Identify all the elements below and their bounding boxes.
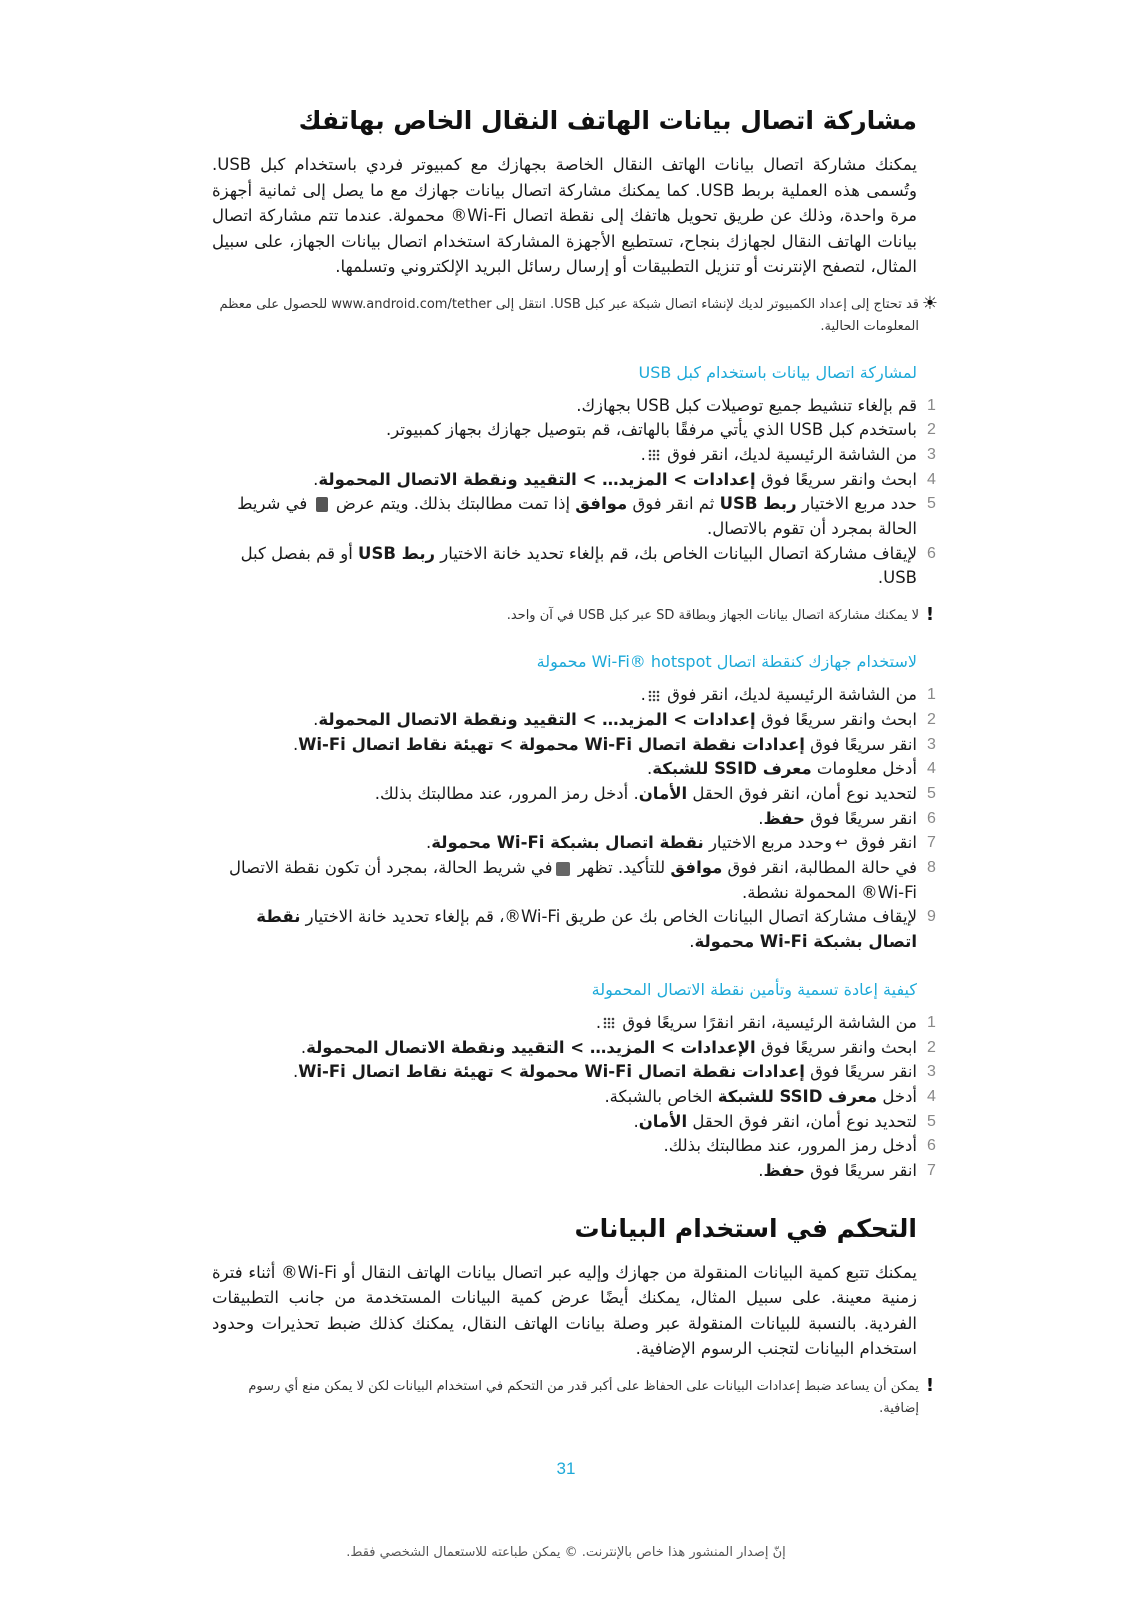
apps-grid-icon xyxy=(603,1017,615,1029)
hotspot-step: 4 أدخل معلومات معرف SSID للشبكة. xyxy=(647,759,936,779)
hotspot-step: 2 ابحث وانقر سريعًا فوق إعدادات > المزيد… > التقييد ونقطة الاتصال المحمولة. xyxy=(313,709,936,729)
hotspot-status-icon xyxy=(556,862,570,876)
apps-grid-icon xyxy=(648,449,660,461)
usb-step: 5 حدد مربع الاختيار ربط USB ثم انقر فوق موافق إذا تمت مطالبتك بذلك. ويتم عرض في شريط الحالة بمجرد أن تقوم بالاتصال. xyxy=(237,494,936,539)
rename-step: 1 من الشاشة الرئيسية، انقر انقرًا سريعًا فوق . xyxy=(595,1012,936,1032)
hotspot-subheading: لاستخدام جهازك كنقطة اتصال Wi-Fi® hotspot محمولة xyxy=(536,652,917,672)
usb-step: 4 ابحث وانقر سريعًا فوق إعدادات > المزيد… > التقييد ونقطة الاتصال المحمولة. xyxy=(313,469,936,489)
tip-note xyxy=(212,292,939,338)
usb-step: 2 باستخدم كبل USB الذي يأتي مرفقًا بالهاتف، قم بتوصيل جهازك بجهاز كمبيوتر. xyxy=(385,420,936,440)
page-number: 31 xyxy=(556,1459,576,1478)
apps-grid-icon xyxy=(648,690,660,702)
tethering-intro: يمكنك مشاركة اتصال بيانات الهاتف النقال الخاصة بجهازك مع كمبيوتر فردي باستخدام كبل USB. وتُسمى هذه العملية بربط USB. كما يمكنك مشاركة اتصال بيانات جهازك مع ما يصل إلى ثمانية أجهزة مرة واحدة، وذلك عن طريق تحويل هاتفك إلى نقطة اتصال Wi-Fi® محمولة. عندما تتم مشاركة اتصال بيانات الهاتف النقال لجهازك بنجاح، تستطيع الأجهزة المشاركة استخدام اتصال بيانات الجهاز، على سبيل المثال، لتصفح الإنترنت أو تنزيل التطبيقات أو إرسال رسائل البريد الإلكتروني وتسلمها. xyxy=(212,155,917,276)
hotspot-step: 8 في حالة المطالبة، انقر فوق موافق للتأكيد. تظهر في شريط الحالة، بمجرد أن تكون نقطة الاتصال Wi-Fi® المحمولة نشطة. xyxy=(229,858,936,902)
rename-subheading: كيفية إعادة تسمية وتأمين نقطة الاتصال المحمولة xyxy=(591,979,917,999)
page-footer: إنّ إصدار المنشور هذا خاص بالإنترنت. © يمكن طباعته للاستعمال الشخصي فقط. xyxy=(346,1545,786,1560)
exclamation-icon: ! xyxy=(925,604,935,626)
rename-step: 6 أدخل رمز المرور، عند مطالبتك بذلك. xyxy=(663,1136,936,1156)
usb-steps xyxy=(212,394,936,592)
rename-step: 2 ابحث وانقر سريعًا فوق الإعدادات > المزيد… > التقييد ونقطة الاتصال المحمولة. xyxy=(300,1037,936,1057)
usb-step: 1 قم بإلغاء تنشيط جميع توصيلات كبل USB بجهازك. xyxy=(576,395,936,415)
page-content xyxy=(212,104,939,1420)
data-usage-heading: التحكم في استخدام البيانات xyxy=(574,1213,917,1243)
usb-tether-icon xyxy=(316,497,328,512)
lightbulb-icon: ☀ xyxy=(921,292,939,314)
rename-step: 5 لتحديد نوع أمان، انقر فوق الحقل الأمان. xyxy=(633,1111,936,1131)
data-usage-warning: ! يمكن أن يساعد ضبط إعدادات البيانات على الحفاظ على أكبر قدر من التحكم في استخدام البيانات لكن لا يمكن منع أي رسوم إضافية. xyxy=(212,1376,917,1420)
hotspot-steps xyxy=(212,683,936,955)
rename-step: 3 انقر سريعًا فوق إعدادات نقطة اتصال Wi-Fi محمولة > تهيئة نقاط اتصال Wi-Fi. xyxy=(292,1062,936,1082)
hotspot-step: 3 انقر سريعًا فوق إعدادات نقطة اتصال Wi-Fi محمولة > تهيئة نقاط اتصال Wi-Fi. xyxy=(292,734,936,754)
rename-steps xyxy=(212,1011,936,1184)
usb-step: 6 لإيقاف مشاركة اتصال البيانات الخاص بك، قم بإلغاء تحديد خانة الاختيار ربط USB أو قم بفصل كبل USB. xyxy=(240,543,936,588)
hotspot-step: 6 انقر سريعًا فوق حفظ. xyxy=(758,808,936,828)
exclamation-icon: ! xyxy=(925,1374,935,1396)
hotspot-step: 5 لتحديد نوع أمان، انقر فوق الحقل الأمان. أدخل رمز المرور، عند مطالبتك بذلك. xyxy=(374,783,936,803)
usb-subheading: لمشاركة اتصال بيانات باستخدام كبل USB xyxy=(638,362,917,382)
back-arrow-icon: ↩ xyxy=(835,834,848,853)
hotspot-step: 9 لإيقاف مشاركة اتصال البيانات الخاص بك عن طريق Wi-Fi®، قم بإلغاء تحديد خانة الاختيار نقطة اتصال بشبكة Wi-Fi محمولة. xyxy=(256,907,936,952)
tethering-heading: مشاركة اتصال بيانات الهاتف النقال الخاص بهاتفك xyxy=(298,106,917,135)
rename-step: 4 أدخل معرف SSID للشبكة الخاص بالشبكة. xyxy=(604,1086,936,1106)
tip-text: قد تحتاج إلى إعداد الكمبيوتر لديك لإنشاء اتصال شبكة عبر كبل USB. انتقل إلى www.android.com/tether للحصول على معظم المعلومات الحالية. xyxy=(219,296,919,334)
hotspot-step: 1 من الشاشة الرئيسية لديك، انقر فوق . xyxy=(640,685,936,705)
usb-warning: ! لا يمكنك مشاركة اتصال بيانات الجهاز وبطاقة SD عبر كبل USB في آن واحد. xyxy=(212,605,917,627)
usb-step: 3 من الشاشة الرئيسية لديك، انقر فوق . xyxy=(640,444,936,464)
hotspot-step: 7 انقر فوق ↩وحدد مربع الاختيار نقطة اتصال بشبكة Wi-Fi محمولة. xyxy=(212,831,917,856)
data-usage-body: يمكنك تتبع كمية البيانات المنقولة من جهازك وإليه عبر اتصال بيانات الهاتف النقال أو Wi-Fi® أثناء فترة زمنية معينة. على سبيل المثال، يمكنك أيضًا عرض كمية البيانات المستخدمة من جانب التطبيقات الفردية. بالنسبة للبيانات المنقولة عبر وصلة بيانات الهاتف النقال، يمكنك كذلك ضبط تحذيرات وحدود استخدام البيانات لتجنب الرسوم الإضافية. xyxy=(212,1262,918,1359)
rename-step: 7 انقر سريعًا فوق حفظ. xyxy=(758,1161,936,1181)
